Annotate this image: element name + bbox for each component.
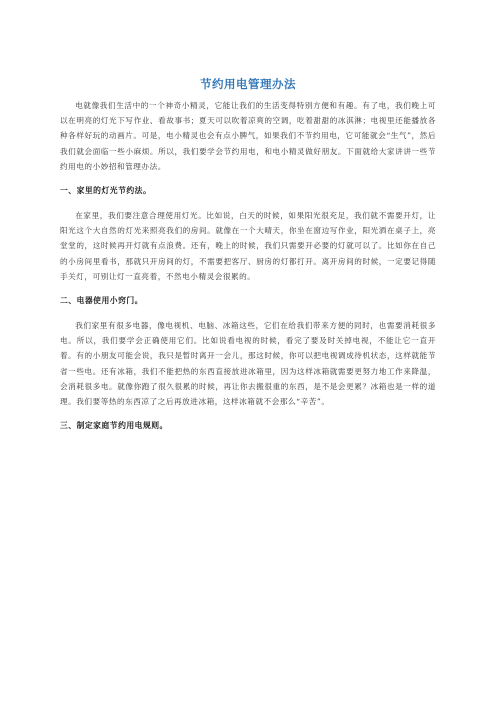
section-body-appliances: 我们家里有很多电器，像电视机、电脑、冰箱这些，它们在给我们带来方便的同时，也需要消耗很多电。所以，我们要学会正确使用它们。比如说看电视的时候，看完了要及时关掉电视，不能让它一直开着。有的小朋友可能会说，我只是暂时离开一会儿，那这时候，你可以把电视调成待机状态，这样就能节省一些电。还有冰箱，我们不能把热的东西直接放进冰箱里，因为这样冰箱就需要更努力地工作来降温，会消耗很多电。就像你跑了很久很累的时候，再让你去搬很重的东西，是不是会更累？冰箱也是一样的道理。我们要等热的东西凉了之后再放进冰箱，这样冰箱就不会那么“辛苦”。 <box>60 321 436 407</box>
document-page <box>60 76 436 443</box>
section-heading-appliances: 二、电器使用小窍门。 <box>60 296 143 306</box>
intro-paragraph: 电就像我们生活中的一个神奇小精灵，它能让我们的生活变得特别方便和有趣。有了电，我们晚上可以在明亮的灯光下写作业、看故事书；夏天可以吹着凉爽的空调，吃着甜甜的冰淇淋；电视里还能播放各种各样好玩的动画片。可是，电小精灵也会有点小脾气，如果我们不节约用电，它可能就会“生气”，然后我们就会面临一些小麻烦。所以，我们要学会节约用电，和电小精灵做好朋友。下面就给大家讲讲一些节约用电的小妙招和管理办法。 <box>60 101 436 171</box>
section-heading-family-rules: 三、制定家庭节约用电规则。 <box>60 421 168 431</box>
document-title: 节约用电管理办法 <box>200 77 296 91</box>
section-body-lighting: 在家里，我们要注意合理使用灯光。比如说，白天的时候，如果阳光很充足，我们就不需要开灯，让阳光这个大自然的灯光来照亮我们的房间。就像在一个大晴天，你坐在窗边写作业，阳光洒在桌子上，亮堂堂的，这时候再开灯就有点浪费。还有，晚上的时候，我们只需要开必要的灯就可以了。比如你在自己的小房间里看书，那就只开房间的灯，不需要把客厅、厨房的灯都打开。离开房间的时候，一定要记得随手关灯，可别让灯一直亮着，不然电小精灵会很累的。 <box>60 211 436 281</box>
section-heading-lighting: 一、家里的灯光节约法。 <box>60 186 152 196</box>
